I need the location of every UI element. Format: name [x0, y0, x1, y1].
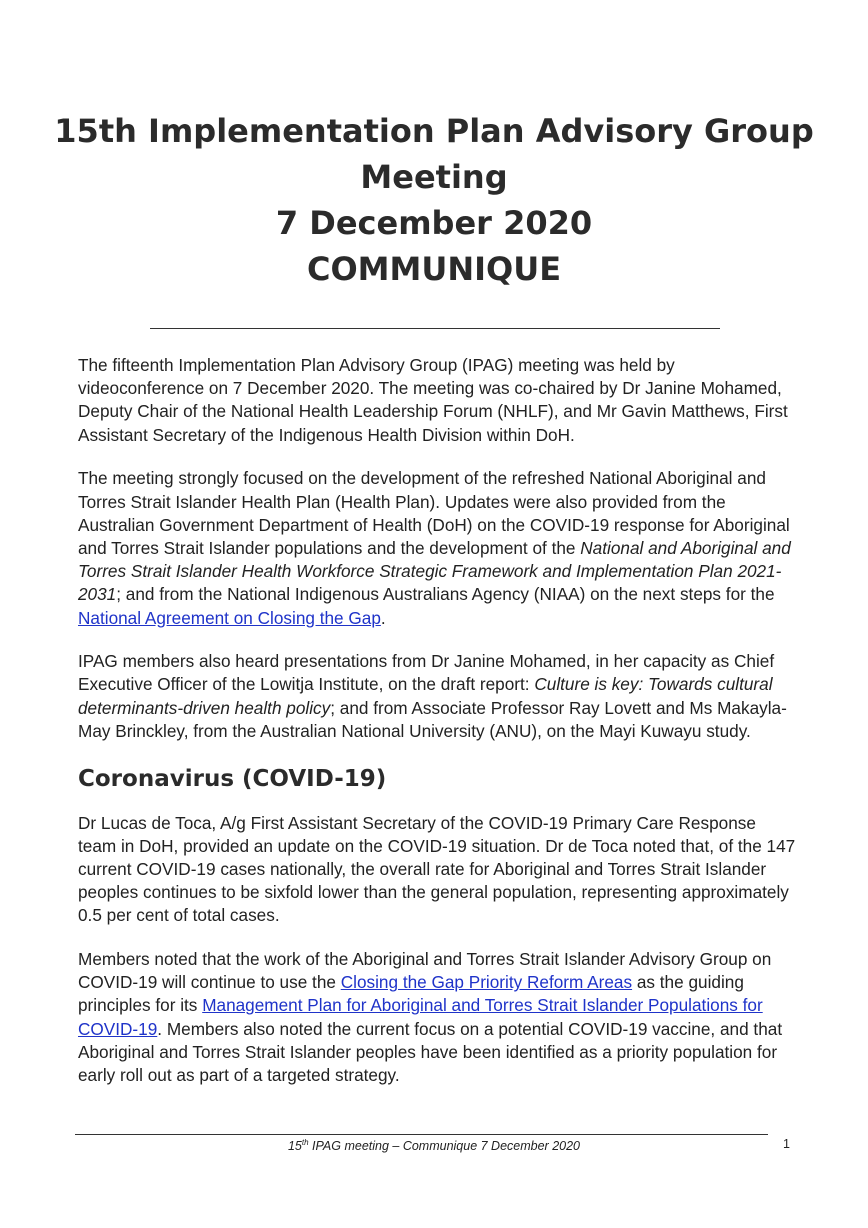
covid-p2-text-b: as the guiding principles for its [78, 972, 744, 1016]
intro-p2-text-a: The meeting strongly focused on the development of the refreshed National Aboriginal and Torres Strait Islander Health Plan (Health Plan). Updates were also provided from the Australian Government Department of Health (DoH) on the COVID-19 response for Aboriginal and Torres Strait Islander populations and the development of the [78, 468, 790, 558]
title-date: 7 December 2020 [275, 204, 593, 242]
covid-heading: Coronavirus (COVID-19) [78, 765, 387, 792]
intro-paragraph-2 [78, 467, 798, 629]
intro-p2-text-b: ; and from the National Indigenous Australians Agency (NIAA) on the next steps for the [116, 584, 775, 605]
page-number: 1 [783, 1137, 790, 1151]
title-divider [150, 328, 720, 329]
footer-superscript: th [301, 1138, 309, 1147]
covid-p2-text-a: Members noted that the work of the Aboriginal and Torres Strait Islander Advisory Group on COVID-19 will continue to use the [78, 949, 772, 993]
intro-p3-text-b: ; and from Associate Professor Ray Lovett and Ms Makayla-May Brinckley, from the Australian National University (ANU), on the Mayi Kuwayu study. [78, 697, 787, 741]
intro-paragraph-3 [78, 650, 798, 743]
covid-p2-text-c: . Members also noted the current focus on a potential COVID-19 vaccine, and that Aboriginal and Torres Strait Islander peoples have been identified as a priority population for early roll out as part of a targeted strategy. [78, 1018, 783, 1086]
footer-number: 15 [287, 1139, 302, 1154]
management-plan-link[interactable]: Management Plan for Aboriginal and Torres Strait Islander Populations for COVID-19 [78, 995, 763, 1039]
title-line-1: 15th Implementation Plan Advisory Group [54, 112, 814, 150]
workforce-framework-title: National and Aboriginal and Torres Strait Islander Health Workforce Strategic Framework and Implementation Plan 2021-2031 [78, 537, 791, 605]
intro-p2-text-c: . [380, 607, 386, 628]
covid-paragraph-1: Dr Lucas de Toca, A/g First Assistant Secretary of the COVID-19 Primary Care Response team in DoH, provided an update on the COVID-19 situation. Dr de Toca noted that, of the 147 current COVID-19 cases nationally, the overall rate for Aboriginal and Torres Strait Islander peoples continues to be sixfold lower than the general population, representing approximately 0.5 per cent of total cases. [78, 812, 796, 926]
intro-paragraph-1: The fifteenth Implementation Plan Advisory Group (IPAG) meeting was held by videoconference on 7 December 2020. The meeting was co-chaired by Dr Janine Mohamed, Deputy Chair of the National Health Leadership Forum (NHLF), and Mr Gavin Matthews, First Assistant Secretary of the Indigenous Health Division within DoH. [78, 355, 788, 445]
culture-report-title: Culture is key: Towards cultural determinants-driven health policy [78, 674, 773, 718]
intro-p3-text-a: IPAG members also heard presentations from Dr Janine Mohamed, in her capacity as Chief Executive Officer of the Lowitja Institute, on the draft report: [78, 651, 775, 695]
footer-text: IPAG meeting – Communique 7 December 2020 [308, 1139, 580, 1154]
national-agreement-link[interactable]: National Agreement on Closing the Gap [78, 607, 381, 628]
title-communique: COMMUNIQUE [306, 250, 562, 288]
page-title [0, 108, 868, 292]
page-footer [0, 1138, 868, 1153]
footer-divider [75, 1134, 768, 1135]
covid-paragraph-2 [78, 948, 798, 1087]
document-body [78, 354, 798, 1108]
priority-reform-areas-link[interactable]: Closing the Gap Priority Reform Areas [340, 972, 633, 993]
title-line-2: Meeting [360, 158, 508, 196]
